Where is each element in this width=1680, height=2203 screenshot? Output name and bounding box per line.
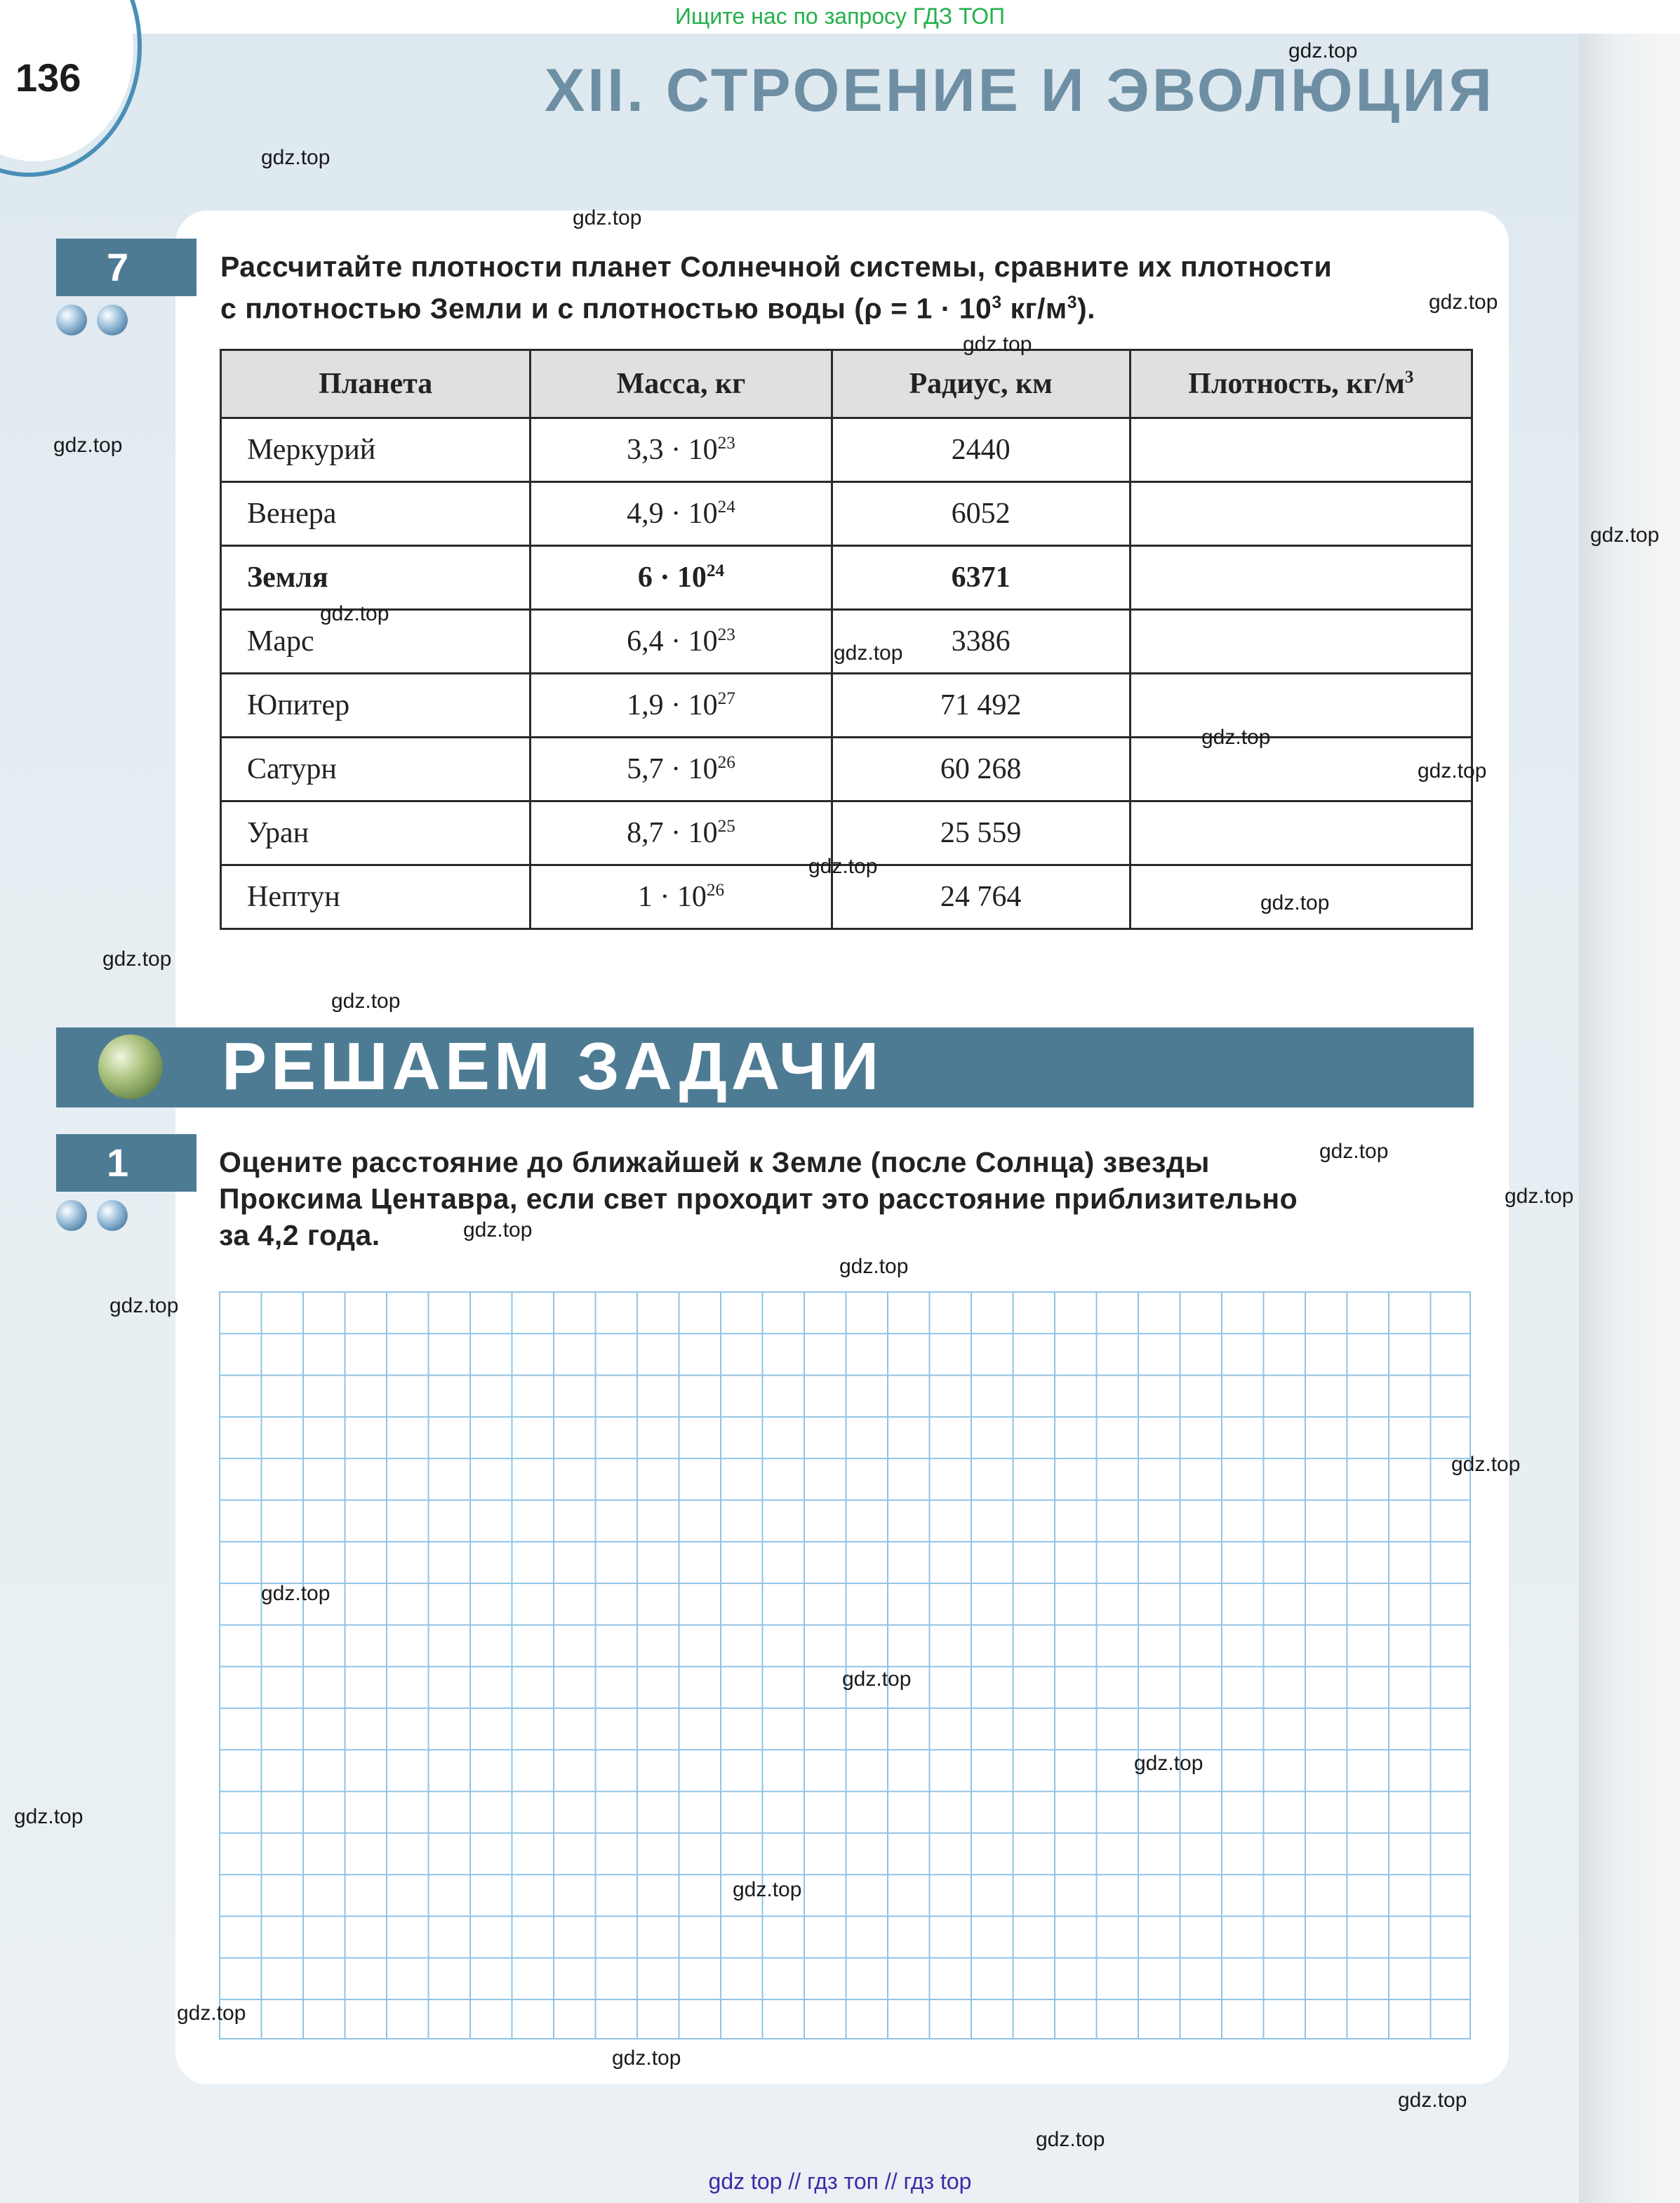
- task-7-number: 7: [107, 245, 129, 289]
- planet-radius: 6052: [832, 482, 1130, 546]
- watermark: gdz.top: [1398, 2089, 1467, 2112]
- planets-table: [220, 349, 1473, 930]
- difficulty-dot-icon: [97, 305, 128, 335]
- planet-mass: [531, 738, 832, 801]
- task-1-line-3: за 4,2 года.: [219, 1219, 380, 1251]
- planet-mass: [531, 546, 832, 610]
- planet-name: Сатурн: [221, 738, 531, 801]
- watermark: gdz.top: [320, 602, 389, 625]
- watermark: gdz.top: [1260, 891, 1330, 914]
- planet-density-cell[interactable]: [1130, 610, 1472, 674]
- watermark: gdz.top: [1036, 2128, 1105, 2151]
- watermark: gdz.top: [573, 206, 642, 229]
- task-7-line-2-exponent: 3: [992, 293, 1002, 312]
- planet-mass: [531, 610, 832, 674]
- watermark: gdz.top: [53, 434, 123, 457]
- watermark: gdz.top: [1319, 1140, 1389, 1163]
- watermark: gdz.top: [834, 641, 903, 665]
- header-density-exponent: 3: [1404, 368, 1414, 387]
- planet-name: Земля: [221, 546, 531, 610]
- planet-name: Марс: [221, 610, 531, 674]
- watermark: gdz.top: [1590, 524, 1660, 547]
- mass-exponent: 24: [717, 498, 735, 517]
- mass-base: 1,9 · 10: [627, 689, 718, 721]
- task-7-line-1: Рассчитайте плотности планет Солнечной системы, сравните их плотности: [220, 251, 1333, 283]
- planet-mass: [531, 482, 832, 546]
- watermark: gdz.top: [261, 1582, 331, 1605]
- planet-name: Юпитер: [221, 674, 531, 738]
- task-1-line-1: Оцените расстояние до ближайшей к Земле (после Солнца) звезды: [219, 1146, 1210, 1178]
- chapter-title: XII. СТРОЕНИЕ И ЭВОЛЮЦИЯ: [544, 57, 1495, 124]
- planet-radius: 3386: [832, 610, 1130, 674]
- planet-name: Уран: [221, 801, 531, 865]
- watermark: gdz.top: [102, 947, 172, 971]
- task-7-text: [220, 248, 1332, 327]
- watermark: gdz.top: [1418, 759, 1487, 783]
- task-7-line-2-unit-exponent: 3: [1067, 293, 1077, 312]
- page-binding-edge: [1579, 0, 1680, 2203]
- task-1-number: 1: [107, 1140, 129, 1185]
- section-ball-icon: [98, 1034, 163, 1099]
- header-mass: Масса, кг: [531, 350, 832, 418]
- table-row: [221, 674, 1472, 738]
- mass-base: 6 · 10: [637, 561, 707, 594]
- planet-radius: 25 559: [832, 801, 1130, 865]
- mass-base: 6,4 · 10: [627, 625, 718, 658]
- watermark: gdz.top: [733, 1878, 802, 1901]
- watermark: gdz.top: [1505, 1185, 1574, 1208]
- header-density-label: Плотность, кг/м: [1188, 368, 1405, 400]
- footer-links[interactable]: gdz top // гдз топ // гдз top: [708, 2169, 972, 2194]
- planet-mass: [531, 674, 832, 738]
- answer-grid[interactable]: [219, 1291, 1471, 2039]
- planet-density-cell[interactable]: [1130, 801, 1472, 865]
- watermark: gdz.top: [1451, 1453, 1521, 1476]
- watermark: gdz.top: [1134, 1752, 1204, 1775]
- mass-exponent: 24: [706, 561, 725, 580]
- planet-mass: [531, 418, 832, 482]
- watermark: gdz.top: [842, 1668, 912, 1691]
- mass-exponent: 23: [717, 625, 735, 644]
- planet-density-cell[interactable]: [1130, 482, 1472, 546]
- planet-density-cell[interactable]: [1130, 546, 1472, 610]
- watermark: gdz.top: [463, 1218, 533, 1242]
- task-7-line-2-prefix: с плотностью Земли и с плотностью воды (ρ = 1 · 10: [220, 292, 992, 325]
- planet-name: Нептун: [221, 865, 531, 929]
- watermark: gdz.top: [612, 2046, 681, 2070]
- mass-exponent: 23: [717, 434, 735, 453]
- watermark: gdz.top: [109, 1294, 179, 1317]
- watermark: gdz.top: [177, 2002, 246, 2025]
- mass-exponent: 25: [717, 817, 735, 836]
- planet-mass: [531, 865, 832, 929]
- difficulty-dots-task-7: [56, 305, 133, 335]
- task-7-line-2-suffix: ).: [1076, 292, 1095, 325]
- table-row: [221, 418, 1472, 482]
- planet-radius: 71 492: [832, 674, 1130, 738]
- table-row: [221, 546, 1472, 610]
- mass-base: 5,7 · 10: [627, 753, 718, 785]
- planet-mass: [531, 801, 832, 865]
- header-planet: Планета: [221, 350, 531, 418]
- task-7-line-2-unit: кг/м: [1001, 292, 1067, 325]
- mass-base: 1 · 10: [637, 881, 707, 913]
- watermark: gdz.top: [1429, 291, 1498, 314]
- watermark: gdz.top: [839, 1255, 909, 1278]
- planet-radius: 2440: [832, 418, 1130, 482]
- planet-radius: 6371: [832, 546, 1130, 610]
- planet-density-cell[interactable]: [1130, 674, 1472, 738]
- mass-exponent: 27: [717, 689, 735, 708]
- top-banner[interactable]: Ищите нас по запросу ГДЗ ТОП: [0, 0, 1680, 34]
- difficulty-dots-task-1: [56, 1200, 133, 1231]
- mass-exponent: 26: [717, 753, 735, 772]
- planet-name: Меркурий: [221, 418, 531, 482]
- task-1-line-2: Проксима Центавра, если свет проходит это расстояние приблизительно: [219, 1183, 1298, 1215]
- header-density: [1130, 350, 1472, 418]
- watermark: gdz.top: [1201, 726, 1271, 749]
- watermark: gdz.top: [261, 146, 331, 169]
- watermark: gdz.top: [14, 1805, 84, 1828]
- mass-exponent: 26: [706, 881, 725, 900]
- planet-density-cell[interactable]: [1130, 418, 1472, 482]
- task-7-line-2: [220, 285, 1332, 327]
- table-header-row: [221, 350, 1472, 418]
- table-row: [221, 738, 1472, 801]
- page-number: 136: [15, 55, 81, 100]
- watermark: gdz.top: [808, 855, 878, 878]
- watermark: gdz.top: [963, 333, 1032, 356]
- planet-radius: 24 764: [832, 865, 1130, 929]
- difficulty-dot-icon: [56, 305, 87, 335]
- watermark: gdz.top: [331, 990, 401, 1013]
- task-1-badge: [56, 1134, 196, 1192]
- mass-base: 4,9 · 10: [627, 498, 718, 530]
- mass-base: 3,3 · 10: [627, 434, 718, 466]
- task-7-badge: [56, 239, 196, 296]
- difficulty-dot-icon: [56, 1200, 87, 1231]
- watermark: gdz.top: [1288, 39, 1358, 62]
- mass-base: 8,7 · 10: [627, 817, 718, 849]
- header-radius: Радиус, км: [832, 350, 1130, 418]
- task-1-text: [219, 1144, 1298, 1253]
- section-title: РЕШАЕМ ЗАДАЧИ: [222, 1029, 884, 1104]
- table-row: [221, 482, 1472, 546]
- planet-radius: 60 268: [832, 738, 1130, 801]
- planet-name: Венера: [221, 482, 531, 546]
- difficulty-dot-icon: [97, 1200, 128, 1231]
